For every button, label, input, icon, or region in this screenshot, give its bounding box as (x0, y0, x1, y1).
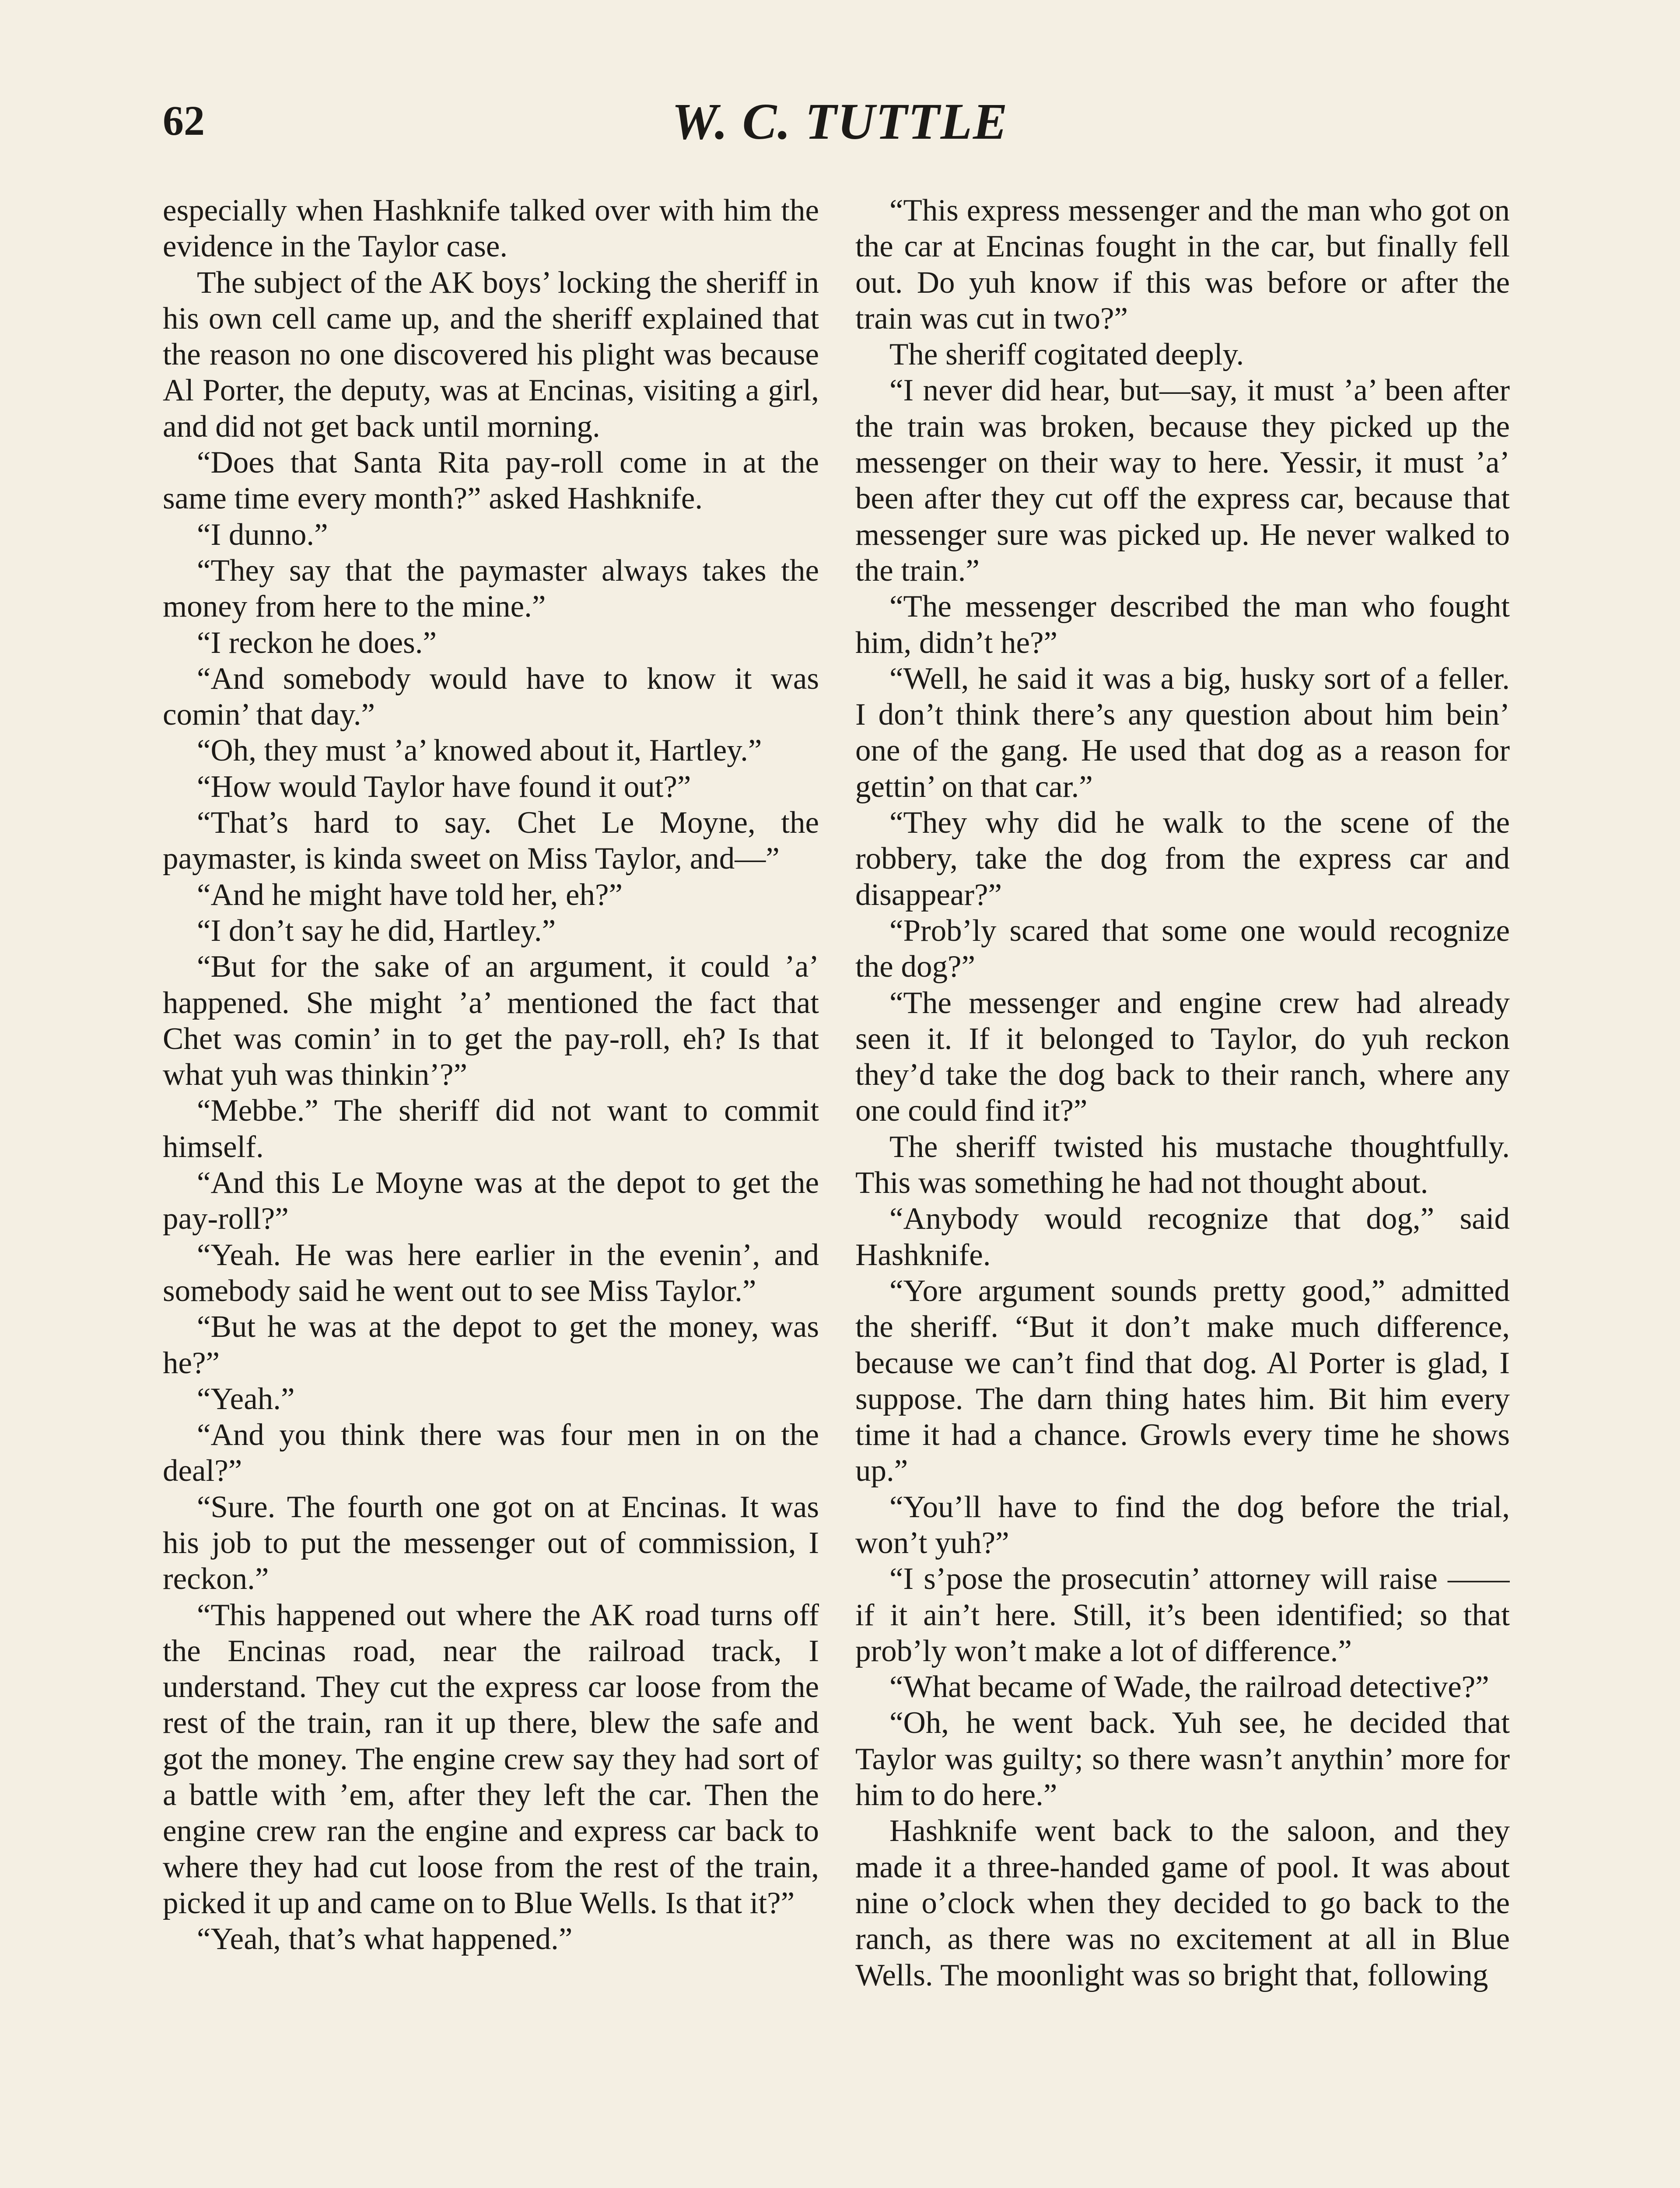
paragraph: “But for the sake of an argument, it could ’a’ happened. She might ’a’ mentioned the fact that Chet was comin’ in to get the pay-roll, eh? Is that what yuh was thinkin’?” (163, 950, 819, 1092)
paragraph: “Mebbe.” The sheriff did not want to commit himself. (163, 1094, 819, 1164)
paragraph: “This happened out where the AK road turns off the Encinas road, near the railroad track, I understand. They cut the express car loose from the rest of the train, ran it up there, blew the safe and got the money. The engine crew say they had sort of a battle with ’em, after they left the car. Then the engine crew ran the engine and express car back to where they had cut loose from the rest of the train, picked it up and came on to Blue Wells. Is that it?” (163, 1598, 819, 1920)
right-text-column (855, 193, 1510, 2188)
paragraph: Hashknife went back to the saloon, and they made it a three-handed game of pool. It was about nine o’clock when they decided to go back to the ranch, as there was no excitement at all in Blue Wells. The moonlight was so bright that, following (855, 1814, 1510, 1992)
paragraph: “And he might have told her, eh?” (197, 877, 623, 912)
paragraph: “Yeah.” (197, 1382, 295, 1416)
left-text-column (163, 193, 819, 2188)
paragraph: “But he was at the depot to get the money, was he?” (163, 1310, 819, 1380)
paragraph: “Oh, they must ’a’ knowed about it, Hartley.” (197, 733, 762, 768)
author-running-head: W. C. TUTTLE (672, 93, 1008, 150)
page-number: 62 (163, 97, 205, 144)
paragraph: “Yeah. He was here earlier in the evenin’, and somebody said he went out to see Miss Taylor.” (163, 1238, 819, 1308)
paragraph: “Anybody would recognize that dog,” said Hashknife. (855, 1202, 1510, 1272)
paragraph: “Oh, he went back. Yuh see, he decided that Taylor was guilty; so there wasn’t anythin’ more for him to do here.” (855, 1706, 1510, 1813)
paragraph: The sheriff cogitated deeply. (889, 337, 1244, 372)
paragraph: “I never did hear, but—say, it must ’a’ been after the train was broken, because they picked up the messenger on their way to here. Yessir, it must ’a’ been after they cut off the express car, because that messenger sure was picked up. He never walked to the train.” (855, 373, 1510, 588)
paragraph: “And you think there was four men in on the deal?” (163, 1418, 819, 1488)
paragraph: “Well, he said it was a big, husky sort of a feller. I don’t think there’s any question about him bein’ one of the gang. He used that dog as a reason for gettin’ on that car.” (855, 661, 1510, 804)
paragraph: “I dunno.” (197, 517, 328, 552)
paragraph: especially when Hashknife talked over with him the evidence in the Taylor case. (163, 193, 819, 264)
paragraph: “The messenger and engine crew had already seen it. If it belonged to Taylor, do yuh reckon they’d take the dog back to their ranch, where any one could find it?” (855, 985, 1510, 1128)
paragraph: “That’s hard to say. Chet Le Moyne, the paymaster, is kinda sweet on Miss Taylor, and—” (163, 806, 819, 876)
paragraph: The sheriff twisted his mustache thoughtfully. This was something he had not thought about. (855, 1129, 1510, 1200)
paragraph: “The messenger described the man who fought him, didn’t he?” (855, 589, 1510, 660)
page-header (163, 93, 1517, 153)
paragraph: “I s’pose the prosecutin’ attorney will raise —— if it ain’t here. Still, it’s been identified; so that prob’ly won’t make a lot of difference.” (855, 1562, 1510, 1668)
paragraph: “This express messenger and the man who got on the car at Encinas fought in the car, but finally fell out. Do yuh know if this was before or after the train was cut in two?” (855, 193, 1510, 336)
paragraph: “Prob’ly scared that some one would recognize the dog?” (855, 913, 1510, 984)
paragraph: “Yore argument sounds pretty good,” admitted the sheriff. “But it don’t make much difference, because we can’t find that dog. Al Porter is glad, I suppose. The darn thing hates him. Bit him every time it had a chance. Growls every time he shows up.” (855, 1273, 1510, 1488)
paragraph: “I reckon he does.” (197, 625, 437, 660)
paragraph: “And somebody would have to know it was comin’ that day.” (163, 661, 819, 732)
paragraph: The subject of the AK boys’ locking the sheriff in his own cell came up, and the sheriff explained that the reason no one discovered his plight was because Al Porter, the deputy, was at Encinas, visiting a girl, and did not get back until morning. (163, 265, 819, 444)
paragraph: “I don’t say he did, Hartley.” (197, 913, 556, 948)
paragraph: “You’ll have to find the dog before the trial, won’t yuh?” (855, 1490, 1510, 1560)
paragraph: “Sure. The fourth one got on at Encinas. It was his job to put the messenger out of commission, I reckon.” (163, 1490, 819, 1596)
paragraph: “Yeah, that’s what happened.” (197, 1922, 573, 1957)
paragraph: “They why did he walk to the scene of the robbery, take the dog from the express car and disappear?” (855, 806, 1510, 912)
paragraph: “And this Le Moyne was at the depot to get the pay-roll?” (163, 1166, 819, 1236)
paragraph: “They say that the paymaster always takes the money from here to the mine.” (163, 553, 819, 624)
paragraph: “How would Taylor have found it out?” (197, 769, 691, 804)
paragraph: “Does that Santa Rita pay-roll come in at the same time every month?” asked Hashknife. (163, 445, 819, 516)
paragraph: “What became of Wade, the railroad detective?” (889, 1670, 1489, 1704)
